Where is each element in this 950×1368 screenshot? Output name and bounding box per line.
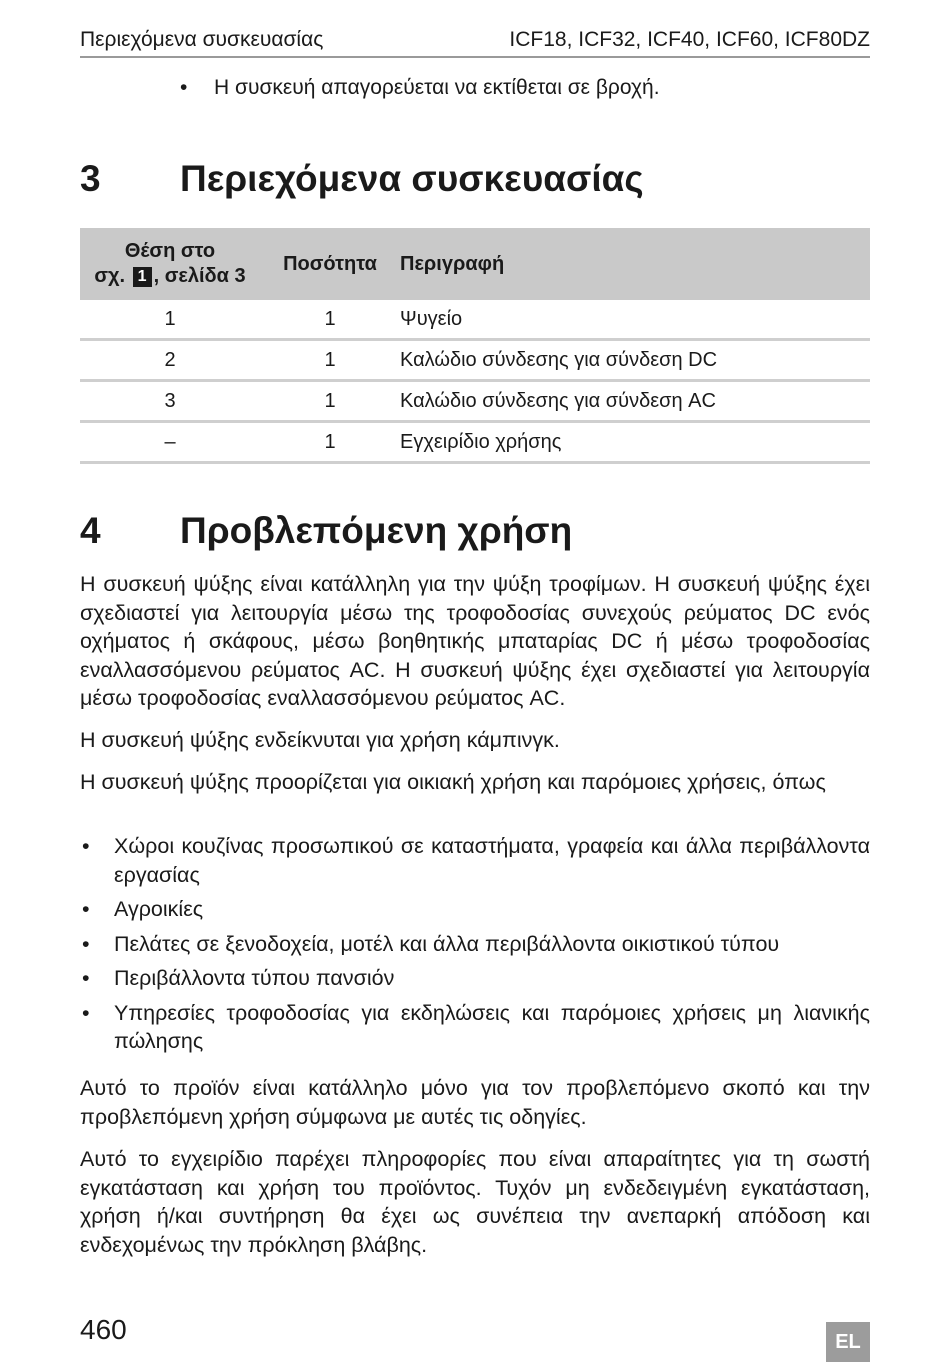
list-item: • Περιβάλλοντα τύπου πανσιόν [80, 964, 870, 993]
camping-paragraph: Η συσκευή ψύξης ενδείκνυται για χρήση κάμπινγκ. [80, 728, 560, 752]
use-cases-list [80, 832, 870, 1062]
table-row [80, 381, 870, 422]
column-header-position: Θέση στο σχ. 1 , σελίδα 3 [80, 228, 260, 300]
household-use-paragraph: Η συσκευή ψύξης προορίζεται για οικιακή χρήση και παρόμοιες χρήσεις, όπως [80, 770, 826, 794]
cell-description: Καλώδιο σύνδεσης για σύνδεση DC [400, 340, 870, 381]
cell-description: Καλώδιο σύνδεσης για σύνδεση AC [400, 381, 870, 422]
list-item: • Πελάτες σε ξενοδοχεία, μοτέλ και άλλα περιβάλλοντα οικιστικού τύπου [80, 930, 870, 959]
cell-description: Ψυγείο [400, 300, 870, 340]
running-header [80, 26, 870, 58]
cell-quantity: 1 [260, 381, 400, 422]
bullet-icon: • [82, 931, 90, 956]
list-item: • Αγροικίες [80, 895, 870, 924]
cell-quantity: 1 [260, 422, 400, 463]
cell-position: 3 [80, 381, 260, 422]
bullet-icon: • [82, 834, 90, 858]
cell-quantity: 1 [260, 300, 400, 340]
column-header-description: Περιγραφή [400, 228, 870, 300]
language-badge: EL [826, 1322, 870, 1362]
cell-description: Εγχειρίδιο χρήσης [400, 422, 870, 463]
header-model-list: ICF18, ICF32, ICF40, ICF60, ICF80DZ [509, 28, 870, 51]
bullet-icon: • [82, 1000, 90, 1025]
list-item: • Χώροι κουζίνας προσωπικού σε καταστήματα, γραφεία και άλλα περιβάλλοντα εργασίας [82, 834, 870, 887]
manual-info-paragraph: Αυτό το εγχειρίδιο παρέχει πληροφορίες που είναι απαραίτητες για τη σωστή εγκατάσταση και χρήση του προϊόντος. Τυχόν μη ενδεδειγμένη εγκατάσταση, χρήση ή/και συντήρηση θα έχει ως συνέπεια την ανεπαρκή απόδοση και ενδεχομένως την πρόκληση βλάβης. [80, 1147, 870, 1257]
bullet-text: Η συσκευή απαγορεύεται να εκτίθεται σε βροχή. [214, 76, 660, 99]
table-row [80, 300, 870, 340]
column-header-quantity: Ποσότητα [260, 228, 400, 300]
header-section-title: Περιεχόμενα συσκευασίας [80, 28, 324, 51]
cell-position: 2 [80, 340, 260, 381]
table-row [80, 340, 870, 381]
cell-position: – [80, 422, 260, 463]
bullet-icon: • [82, 897, 90, 921]
cell-quantity: 1 [260, 340, 400, 381]
table-row [80, 422, 870, 463]
table-header-row [80, 228, 870, 300]
figure-number-badge: 1 [133, 267, 152, 287]
intended-use-paragraph: Η συσκευή ψύξης είναι κατάλληλη για την ψύξη τροφίμων. Η συσκευή ψύξης έχει σχεδιαστεί για λειτουργία μέσω της τροφοδοσίας συνεχούς ρεύματος DC ενός οχήματος ή σκάφους, μέσω βοηθητικής μπαταρίας DC ή μέσω τροφοδοσίας εναλλασσόμενου ρεύματος AC. Η συσκευή ψύξης έχει σχεδιαστεί για λειτουργία μέσω τροφοδοσίας εναλλασσόμενου ρεύματος AC. [80, 572, 870, 710]
list-item: • Υπηρεσίες τροφοδοσίας για εκδηλώσεις και παρόμοιες χρήσεις μη λιανικής πώλησης [82, 1000, 870, 1053]
bullet-icon: • [180, 76, 188, 99]
section-title: Προβλεπόμενη χρήση [180, 510, 573, 551]
page-number: 460 [80, 1314, 127, 1345]
bullet-icon: • [82, 966, 90, 990]
section-title: Περιεχόμενα συσκευασίας [180, 158, 644, 199]
section-number: 3 [80, 158, 101, 199]
suitability-paragraph: Αυτό το προϊόν είναι κατάλληλο μόνο για τον προβλεπόμενο σκοπό και την προβλεπόμενη χρήση σύμφωνα με αυτές τις οδηγίες. [80, 1076, 870, 1129]
section-number: 4 [80, 510, 101, 551]
cell-position: 1 [80, 300, 260, 340]
package-contents-table [80, 228, 870, 464]
